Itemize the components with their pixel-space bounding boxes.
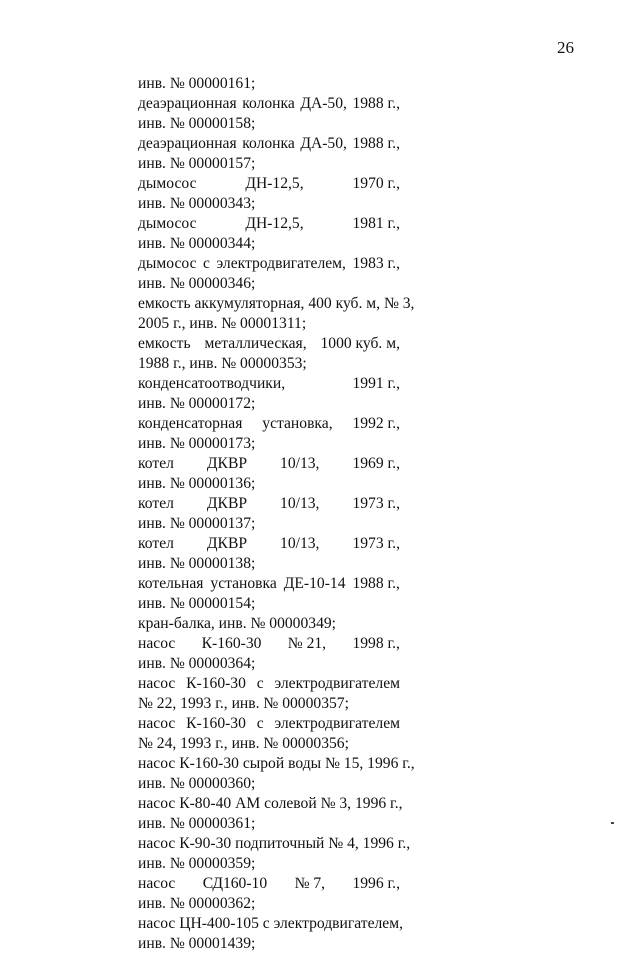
text-fragment: инв. № 00000359; [138,855,256,872]
text-line [138,194,400,214]
text-fragment: № 24, 1993 г., инв. № 00000356; [138,735,349,752]
text-fragment: дымосос [138,175,197,192]
text-line [138,894,400,914]
text-line [138,334,400,354]
text-line [138,474,400,494]
text-fragment: с [256,715,264,732]
text-fragment: ДН-12,5, [245,175,304,192]
text-line [138,174,400,194]
text-fragment: электродвигателем [274,675,400,692]
text-fragment: 1983 г., [352,255,400,272]
text-fragment: ДКВР [206,535,248,552]
text-fragment: колонка [242,95,295,112]
text-fragment: ДА-50, [300,135,347,152]
text-fragment: насос К-160-30 сырой воды № 15, 1996 г., [138,755,415,772]
text-fragment: инв. № 00000344; [138,235,256,252]
text-fragment: конденсаторная [138,415,243,432]
text-fragment: 1991 г., [352,375,400,392]
text-fragment: насос [138,875,176,892]
text-line [138,294,415,314]
text-line [138,834,411,854]
text-fragment: инв. № 00000343; [138,195,256,212]
text-fragment: ДН-12,5, [245,215,304,232]
text-fragment: К-160-30 [186,715,246,732]
text-line [138,254,400,274]
text-fragment: инв. № 00000137; [138,515,256,532]
text-fragment: 1973 г., [352,495,400,512]
text-line [138,74,400,94]
text-fragment: 1970 г., [352,175,400,192]
text-line [138,854,400,874]
text-fragment: кран-балка, инв. № 00000349; [138,615,336,632]
text-fragment: инв. № 00000173; [138,435,256,452]
text-line [138,574,400,594]
text-fragment: ДКВР [206,495,248,512]
text-fragment: 1000 куб. м, [320,335,400,352]
text-fragment: инв. № 00000364; [138,655,256,672]
text-line [138,514,400,534]
text-fragment: 1988 г., [352,575,400,592]
text-line [138,114,400,134]
text-fragment: колонка [242,135,295,152]
text-line [138,774,400,794]
text-line [138,914,403,934]
text-fragment: 1998 г., [352,635,400,652]
text-line [138,434,400,454]
text-fragment: инв. № 00000346; [138,275,256,292]
text-fragment: конденсатоотводчики, [138,375,286,392]
text-line [138,134,400,154]
text-fragment: 10/13, [280,495,320,512]
text-fragment: насос [138,635,176,652]
text-fragment: электродвигателем, [216,255,346,272]
text-fragment: с [203,255,210,272]
text-fragment: насос ЦН-400-105 с электродвигателем, [138,915,403,932]
text-fragment: электродвигателем [274,715,400,732]
text-line [138,274,400,294]
text-fragment: установка, [262,415,333,432]
equipment-list [138,74,415,954]
text-fragment: 1996 г., [352,875,400,892]
text-fragment: К-160-30 [201,635,262,652]
text-fragment: деаэрационная [138,135,237,152]
text-fragment: деаэрационная [138,95,237,112]
text-fragment: инв. № 00000361; [138,815,256,832]
text-line [138,874,400,894]
text-fragment: инв. № 00000138; [138,555,256,572]
text-fragment: 1988 г., инв. № 00000353; [138,355,307,372]
text-fragment: 1992 г., [352,415,400,432]
text-fragment: инв. № 00000360; [138,775,256,792]
text-fragment: насос [138,675,176,692]
text-fragment: установка [210,575,277,592]
text-line [138,154,400,174]
text-line [138,714,400,734]
text-line [138,454,400,474]
text-line [138,534,400,554]
text-fragment: дымосос [138,215,197,232]
text-line [138,634,400,654]
text-fragment: 1981 г., [352,215,400,232]
text-fragment: № 22, 1993 г., инв. № 00000357; [138,695,349,712]
page-number: 26 [557,38,574,57]
text-line [138,814,400,834]
text-fragment: № 21, [287,635,327,652]
text-fragment: емкость аккумуляторная, 400 куб. м, № 3, [138,295,415,312]
text-fragment: котел [138,535,174,552]
text-fragment: металлическая, [204,335,307,352]
text-fragment: 1969 г., [352,455,400,472]
text-fragment: СД160-10 [202,875,268,892]
text-fragment: ДКВР [206,455,248,472]
text-line [138,594,400,614]
text-fragment: 1973 г., [352,535,400,552]
text-line [138,694,400,714]
text-fragment: инв. № 00000136; [138,475,256,492]
text-line [138,314,400,334]
text-line [138,934,400,954]
text-fragment: ДА-50, [300,95,347,112]
text-line [138,354,400,374]
text-fragment: инв. № 00000172; [138,395,256,412]
text-fragment: инв. № 00000157; [138,155,256,172]
text-fragment: ДЕ-10-14 [283,575,346,592]
text-line [138,394,400,414]
text-fragment: 2005 г., инв. № 00001311; [138,315,307,332]
text-fragment: инв. № 00001439; [138,935,256,952]
text-fragment: насос К-80-40 АМ солевой № 3, 1996 г., [138,795,403,812]
text-line [138,374,400,394]
text-fragment: инв. № 00000362; [138,895,256,912]
text-line [138,754,415,774]
text-line [138,654,400,674]
text-fragment: инв. № 00000158; [138,115,256,132]
text-fragment: К-160-30 [186,675,246,692]
text-line [138,674,400,694]
text-fragment: с [256,675,264,692]
text-fragment: 1988 г., [352,135,400,152]
text-fragment: инв. № 00000154; [138,595,256,612]
text-line [138,734,400,754]
text-fragment: емкость [138,335,191,352]
text-fragment: котельная [138,575,204,592]
text-fragment: 1988 г., [352,95,400,112]
text-line [138,794,403,814]
text-line [138,614,400,634]
text-fragment: котел [138,455,174,472]
text-line [138,554,400,574]
text-fragment: инв. № 00000161; [138,75,256,92]
text-line [138,94,400,114]
text-line [138,234,400,254]
text-fragment: 10/13, [280,455,320,472]
scan-speck [611,822,614,824]
text-fragment: 10/13, [280,535,320,552]
text-fragment: дымосос [138,255,197,272]
text-line [138,414,400,434]
text-line [138,494,400,514]
text-fragment: котел [138,495,174,512]
text-fragment: насос К-90-30 подпиточный № 4, 1996 г., [138,835,411,852]
text-line [138,214,400,234]
text-fragment: № 7, [294,875,326,892]
text-fragment: насос [138,715,176,732]
